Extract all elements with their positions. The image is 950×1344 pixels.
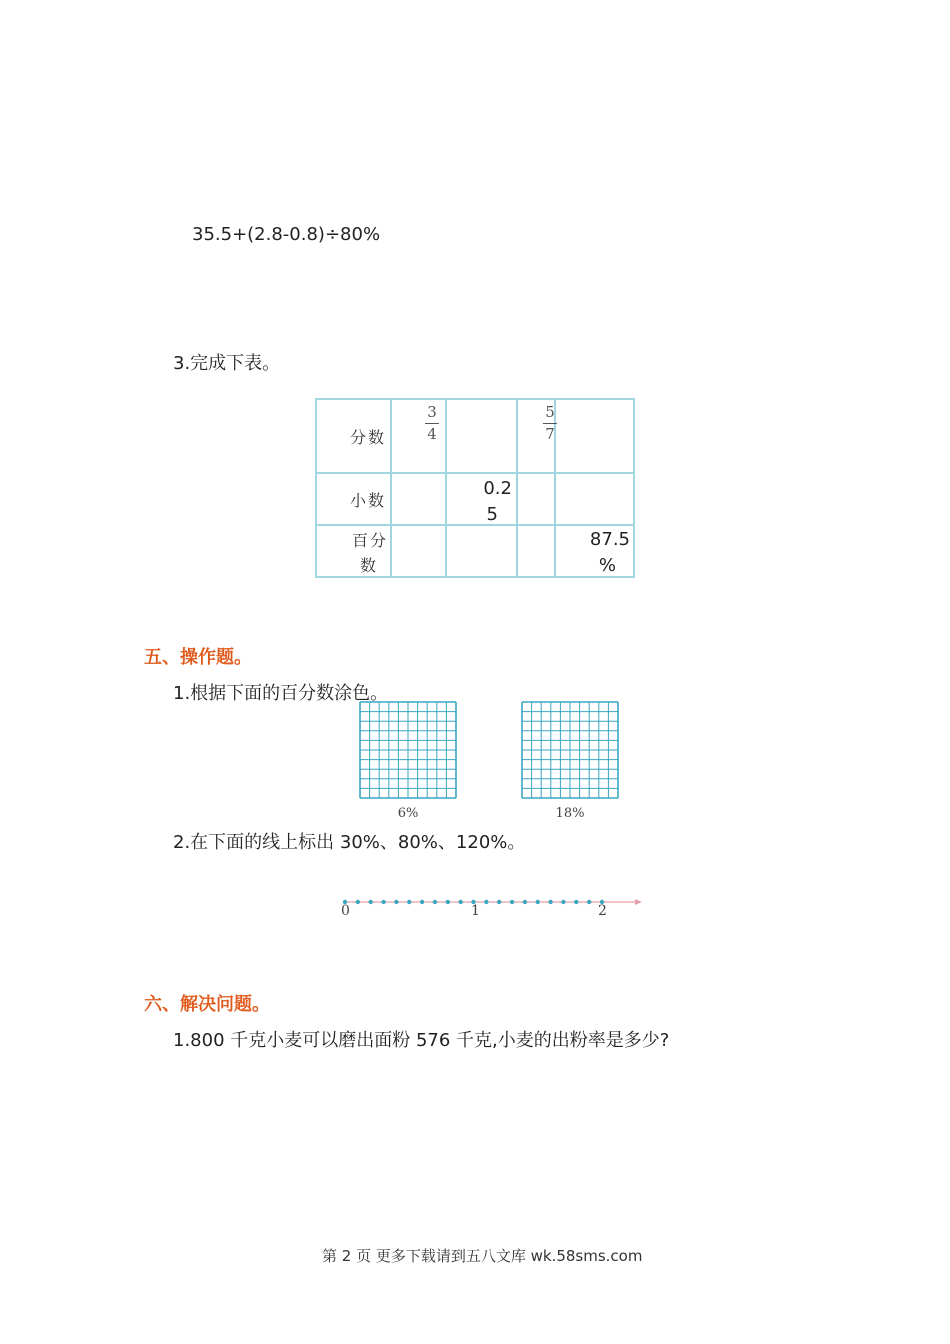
grid-label-6-percent: 6% [397,806,419,821]
number-line-tick [523,900,527,904]
number-line-tick [381,900,385,904]
fraction-denominator: 4 [427,425,437,443]
number-line-tick [561,900,565,904]
arrow-icon [635,899,642,905]
table-row-label-decimal: 小数 [350,491,387,510]
hundred-grid-18-percent[interactable] [520,700,620,800]
percent-value-line2: % [598,555,616,576]
fraction-bar [543,423,557,424]
fraction-five-sevenths [543,405,557,442]
fraction-three-quarters [425,405,439,442]
number-line-tick [587,900,591,904]
number-line-tick [369,900,373,904]
percent-value [570,527,630,579]
number-line-tick [497,900,501,904]
number-line-tick [446,900,450,904]
number-line-tick [420,900,424,904]
number-line-label-2: 2 [598,903,607,919]
expression: 35.5+(2.8-0.8)÷80% [192,224,381,245]
number-line-tick [548,900,552,904]
number-line-tick [394,900,398,904]
table-row-label-fraction: 分数 [350,428,387,447]
section-5-question-2: 2.在下面的线上标出 30%、80%、120%。 [173,832,526,853]
section-6-question-1: 1.800 千克小麦可以磨出面粉 576 千克,小麦的出粉率是多少? [173,1030,670,1051]
number-line-tick [458,900,462,904]
hundred-grid-6-percent[interactable] [358,700,458,800]
page-footer: 第 2 页 更多下载请到五八文库 wk.58sms.com [322,1247,643,1265]
table-row-label-percent-line2: 数 [360,556,379,575]
fraction-numerator: 3 [427,403,437,421]
section-6-title: 六、解决问题。 [144,994,270,1015]
number-line-tick [574,900,578,904]
table-row-label-percent-line1: 百分 [352,531,389,550]
decimal-value-line1: 0.2 [483,478,512,499]
fraction-bar [425,423,439,424]
number-line-tick [536,900,540,904]
number-line-tick [407,900,411,904]
grid-label-18-percent: 18% [555,806,585,821]
number-line-tick [510,900,514,904]
fraction-denominator: 7 [545,425,555,443]
fraction-numerator: 5 [545,403,555,421]
number-line-label-1: 1 [471,903,480,919]
question-3-title: 3.完成下表。 [173,353,281,374]
section-5-title: 五、操作题。 [144,647,252,668]
section-5-question-1: 1.根据下面的百分数涂色。 [173,683,389,704]
number-line-tick [356,900,360,904]
decimal-value-line2: 5 [486,504,498,525]
number-line-tick [484,900,488,904]
number-line-tick [433,900,437,904]
number-line-label-0: 0 [341,903,350,919]
percent-value-line1: 87.5 [589,529,630,550]
decimal-value [462,476,512,528]
